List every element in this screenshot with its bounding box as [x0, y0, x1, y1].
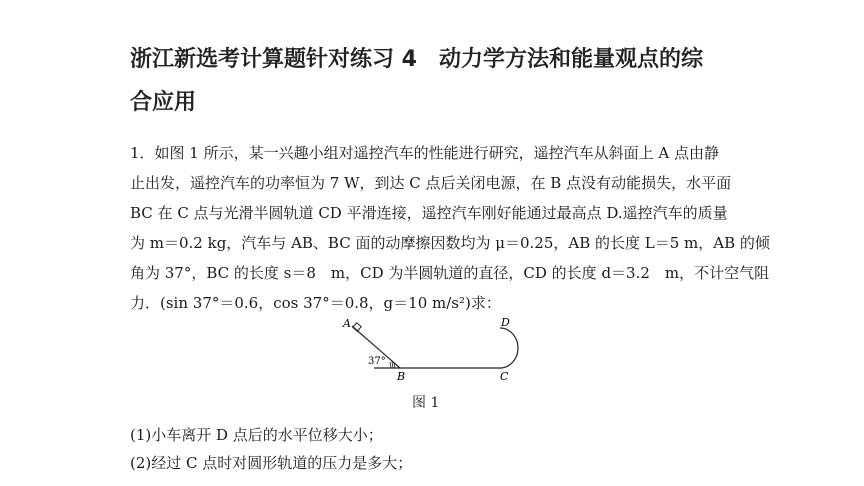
problem-line: 为 m＝0.2 kg，汽车与 AB、BC 面的动摩擦因数均为 μ＝0.25，AB 的长度 L＝5 m，AB 的倾	[130, 234, 770, 252]
label-d: D	[501, 316, 510, 329]
problem-line: BC 在 C 点与光滑半圆轨道 CD 平滑连接，遥控汽车刚好能通过最高点 D.遥控汽车的质量	[130, 204, 728, 222]
label-a: A	[343, 317, 351, 330]
problem-line: 角为 37°，BC 的长度 s＝8 m，CD 为半圆轨道的直径，CD 的长度 d＝3.2 m，不计空气阻	[130, 264, 770, 282]
angle-label: 37°	[368, 356, 386, 367]
title-line-2: 合应用	[130, 90, 197, 115]
angle-tick	[392, 362, 393, 368]
semicircle-cd	[500, 328, 518, 368]
track-diagram	[330, 312, 530, 382]
problem-line: 力．(sin 37°＝0.6，cos 37°＝0.8，g＝10 m/s²)求：	[130, 294, 501, 312]
title-line-1: 浙江新选考计算题针对练习 4 动力学方法和能量观点的综	[130, 47, 703, 72]
problem-line: 止出发，遥控汽车的功率恒为 7 W，到达 C 点后关闭电源，在 B 点没有动能损失，水平面	[130, 174, 732, 192]
question-2: (2)经过 C 点时对圆形轨道的压力是多大；	[130, 454, 413, 472]
angle-tick	[390, 362, 391, 368]
label-b: B	[397, 370, 406, 382]
label-c: C	[500, 370, 509, 382]
problem-line: 1．如图 1 所示，某一兴趣小组对遥控汽车的性能进行研究，遥控汽车从斜面上 A 点由静	[130, 144, 719, 162]
page-title	[130, 38, 750, 124]
problem-text	[130, 138, 770, 318]
figure-caption: 图 1	[412, 395, 440, 411]
question-1: (1)小车离开 D 点后的水平位移大小；	[130, 426, 383, 444]
